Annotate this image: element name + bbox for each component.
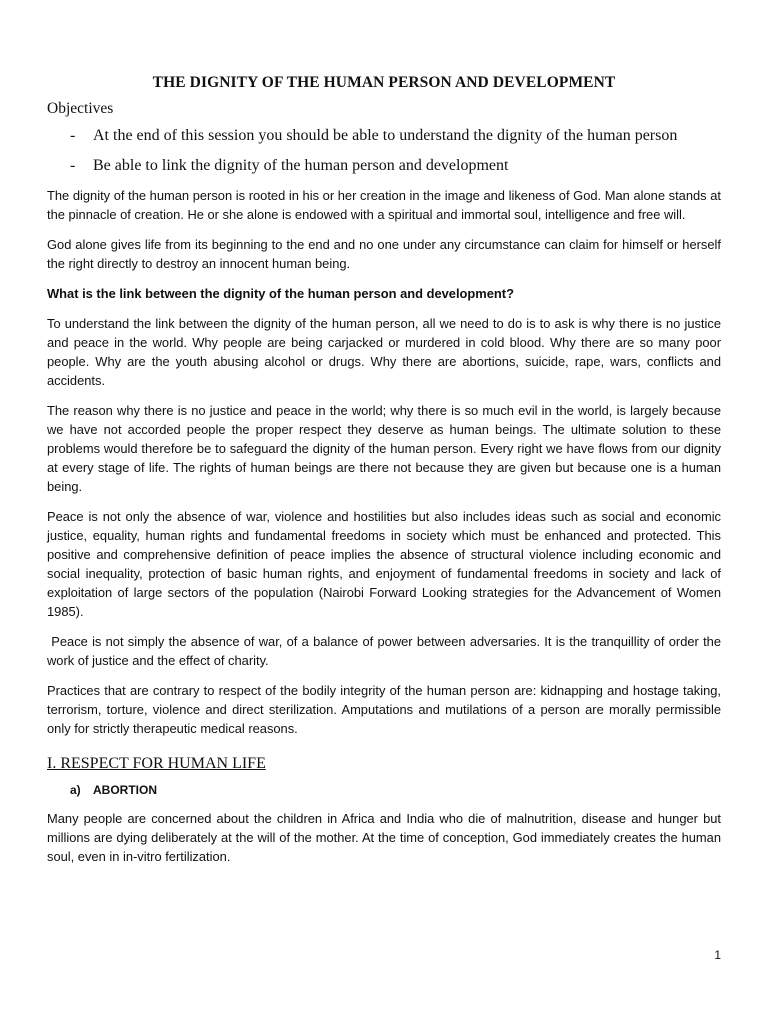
objectives-list — [47, 126, 721, 176]
paragraph-peace-tranquillity: Peace is not simply the absence of war, of a balance of power between adversaries. It is the tranquillity of order the work of justice and the effect of charity. — [47, 634, 725, 668]
objective-item — [47, 156, 721, 176]
paragraph-peace-definition: Peace is not only the absence of war, violence and hostilities but also includes ideas such as social and economic justice, equality, human rights and fundamental freedoms in society which must be enhanced and protected. This positive and comprehensive definition of peace implies the absence of structural violence including economic and social inequality, protection of basic human rights, and enjoyment of fundamental freedoms in society and lack of exploitation of large sectors of the population (Nairobi Forward Looking strategies for the Advancement of Women 1985). — [47, 509, 721, 619]
paragraph-no-justice-peace: The reason why there is no justice and peace in the world; why there is so much evil in the world, is largely because we have not accorded people the proper respect they deserve as human beings. The ultimate solution to these problems would therefore be to safeguard the dignity of the human person. Every right we have flows from our dignity at every stage of life. The rights of human beings are there not because they are given but because one is a human being. — [47, 403, 721, 494]
objectives-heading: Objectives — [47, 100, 114, 117]
bullet-dash: - — [70, 127, 76, 144]
paragraph-understand-link: To understand the link between the dignity of the human person, all we need to do is to ask is why there is no justice and peace in the world. Why people are being carjacked or murdered in cold blood. Why there are so many poor people. Why are the youth abusing alcohol or drugs. Why there are abortions, suicide, rape, wars, conflicts and accidents. — [47, 316, 721, 388]
paragraph-abortion: Many people are concerned about the children in Africa and India who die of malnutrition, disease and hunger but millions are dying deliberately at the will of the mother. At the time of conception, God immediately creates the human soul, even in in-vitro fertilization. — [47, 811, 721, 864]
objective-text: At the end of this session you should be able to understand the dignity of the human person — [93, 127, 678, 144]
section-heading-respect-life: I. RESPECT FOR HUMAN LIFE — [47, 755, 266, 772]
page-number: 1 — [714, 948, 721, 962]
subsection-heading-abortion — [47, 783, 721, 797]
paragraph-dignity-rooted: The dignity of the human person is rooted in his or her creation in the image and likeness of God. Man alone stands at the pinnacle of creation. He or she alone is endowed with a spiritual and immortal soul, intelligence and free will. — [47, 188, 721, 222]
bullet-dash: - — [70, 157, 76, 174]
objective-text: Be able to link the dignity of the human person and development — [93, 157, 509, 174]
subsection-label: a) — [70, 783, 81, 797]
paragraph-god-gives-life: God alone gives life from its beginning to the end and no one under any circumstance can claim for himself or herself the right directly to destroy an innocent human being. — [47, 237, 721, 271]
subsection-title: ABORTION — [93, 783, 157, 797]
objective-item — [47, 126, 721, 146]
document-title: THE DIGNITY OF THE HUMAN PERSON AND DEVELOPMENT — [152, 74, 616, 91]
paragraph-bodily-integrity: Practices that are contrary to respect of the bodily integrity of the human person are: kidnapping and hostage taking, terrorism, torture, violence and direct sterilization. Amputations and mutilations of a person are morally permissible only for strictly therapeutic medical reasons. — [47, 683, 721, 736]
question-heading: What is the link between the dignity of the human person and development? — [47, 286, 514, 301]
